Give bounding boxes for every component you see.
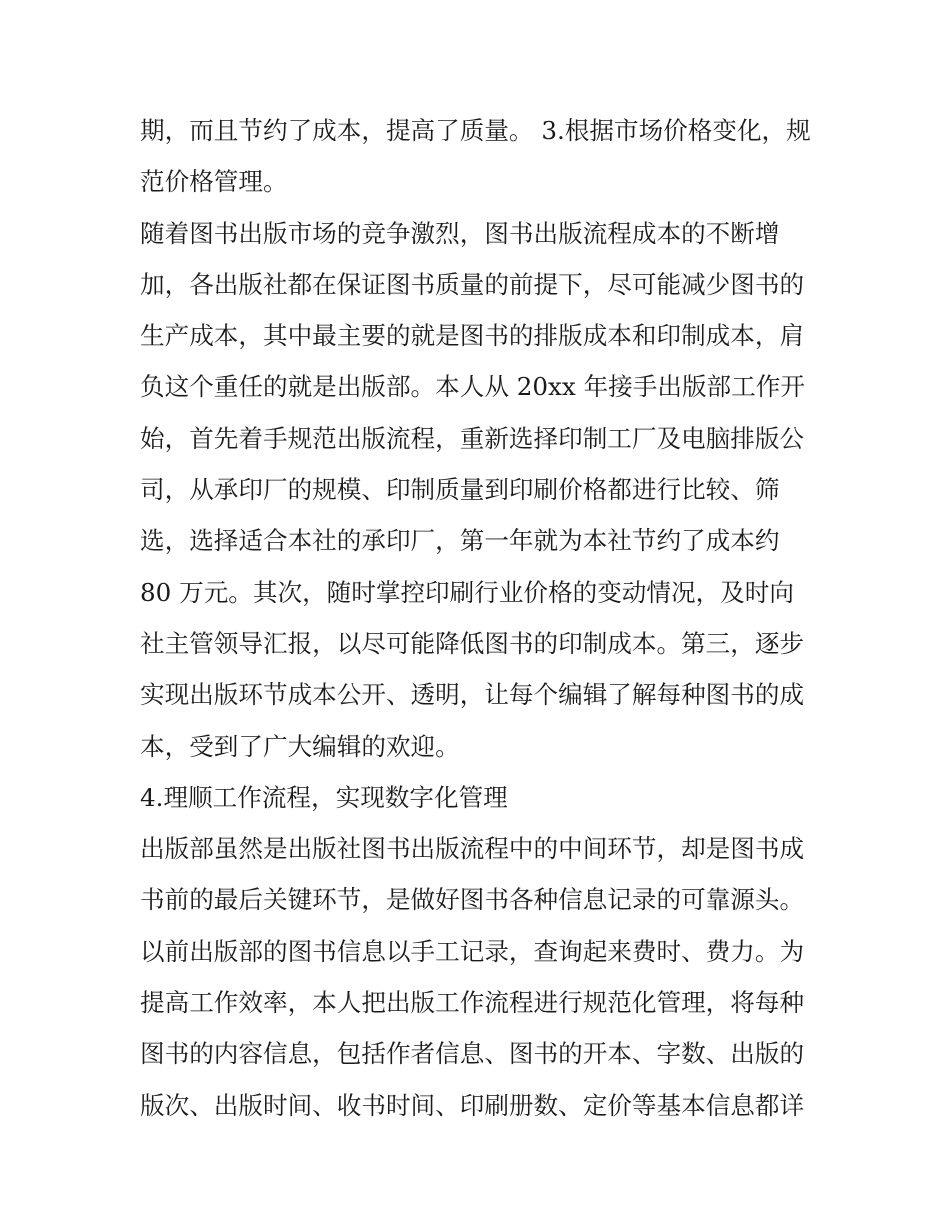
text-line: 版次、出版时间、收书时间、印刷册数、定价等基本信息都详 (140, 1090, 805, 1120)
text-line: 期，而且节约了成本，提高了质量。 3.根据市场价格变化，规 (140, 116, 811, 145)
text-line: 图书的内容信息，包括作者信息、图书的开本、字数、出版的 (140, 1039, 805, 1069)
body-text (140, 105, 820, 1131)
text-line: 司，从承印厂的规模、印制质量到印刷价格都进行比较、筛 (140, 475, 780, 505)
text-line: 实现出版环节成本公开、透明，让每个编辑了解每种图书的成 (140, 680, 805, 710)
text-line: 加，各出版社都在保证图书质量的前提下，尽可能减少图书的 (140, 269, 805, 299)
text-line: 随着图书出版市场的竞争激烈，图书出版流程成本的不断增 (140, 218, 780, 248)
text-line: 80 万元。其次，随时掌控印刷行业价格的变动情况，及时向 (140, 577, 794, 607)
text-line: 提高工作效率，本人把出版工作流程进行规范化管理，将每种 (140, 988, 805, 1018)
text-line: 选，选择适合本社的承印厂，第一年就为本社节约了成本约 (140, 526, 780, 556)
text-line: 生产成本，其中最主要的就是图书的排版成本和印制成本，肩 (140, 321, 805, 351)
section-heading: 4.理顺工作流程，实现数字化管理 (140, 782, 508, 812)
text-line: 范价格管理。 (140, 167, 288, 197)
text-line: 出版部虽然是出版社图书出版流程中的中间环节，却是图书成 (140, 834, 805, 864)
text-line: 以前出版部的图书信息以手工记录，查询起来费时、费力。为 (140, 936, 805, 966)
text-line: 本，受到了广大编辑的欢迎。 (140, 731, 460, 761)
text-line: 负这个重任的就是出版部。本人从 20xx 年接手出版部工作开 (140, 372, 805, 402)
text-line: 书前的最后关键环节，是做好图书各种信息记录的可靠源头。 (140, 885, 805, 915)
text-line: 社主管领导汇报，以尽可能降低图书的印制成本。第三，逐步 (140, 628, 805, 658)
text-line: 始，首先着手规范出版流程，重新选择印制工厂及电脑排版公 (140, 423, 805, 453)
